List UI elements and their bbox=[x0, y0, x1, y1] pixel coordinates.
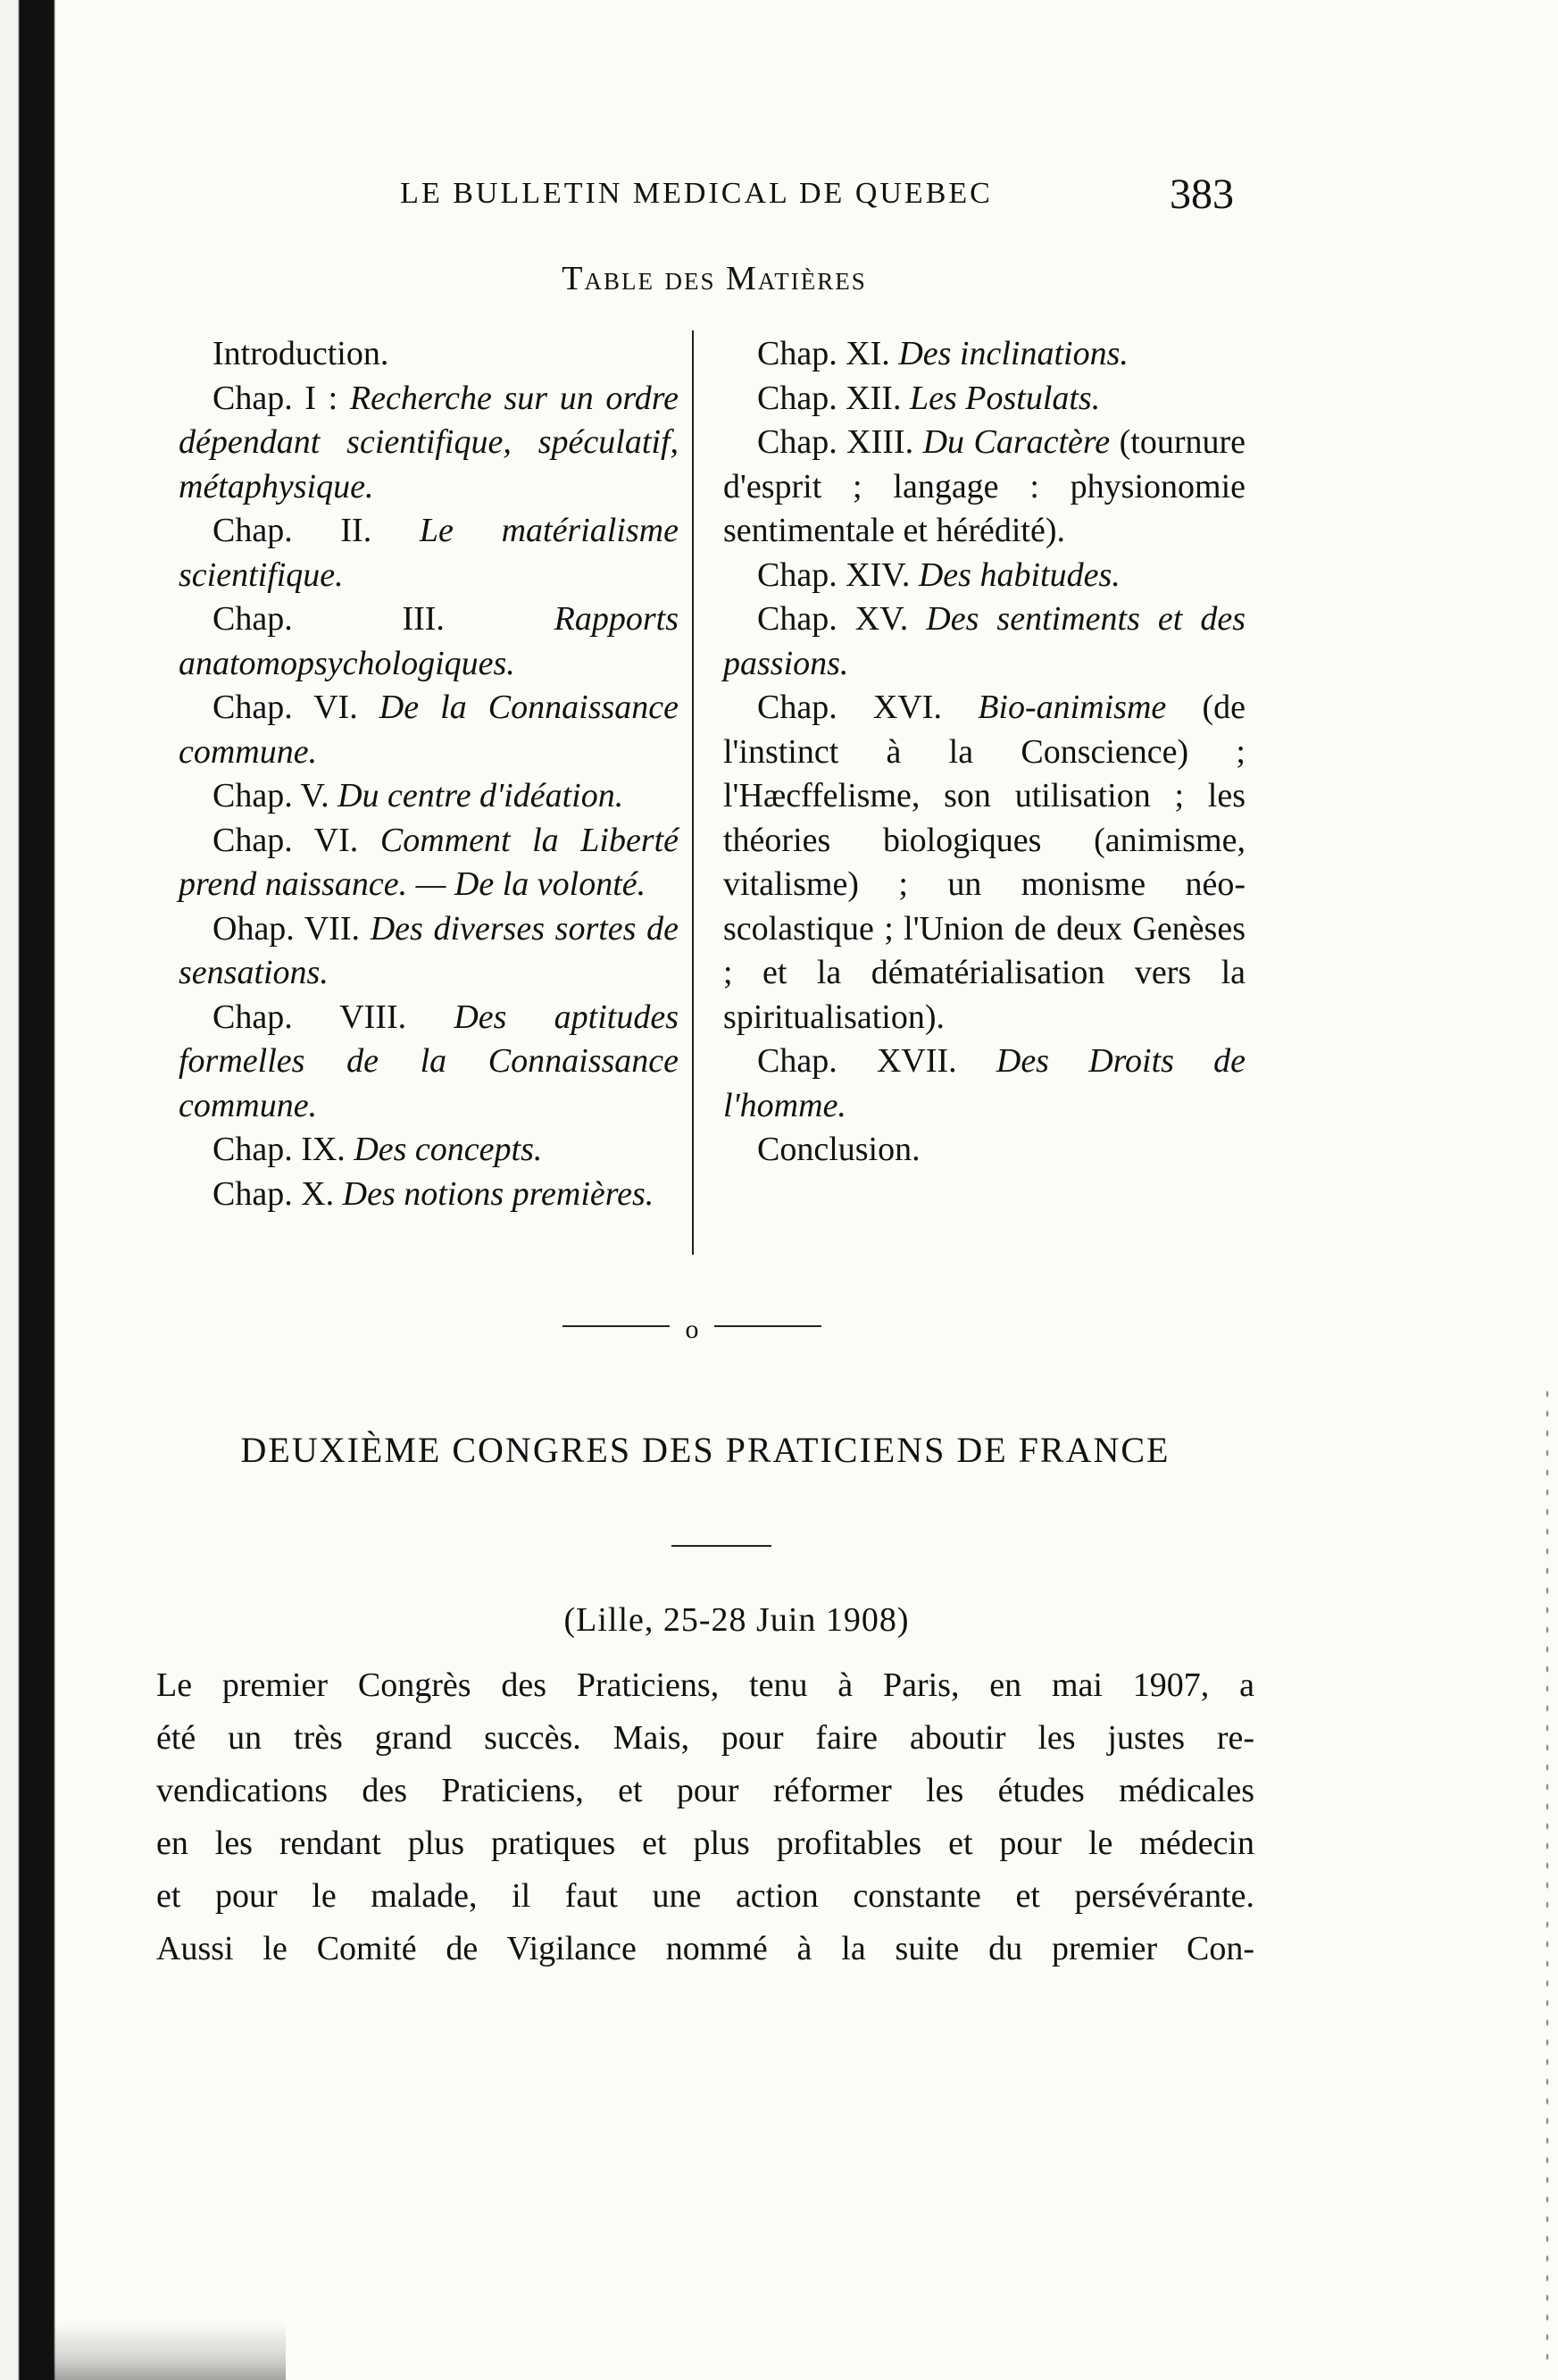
toc-entry-label: Introduction. bbox=[212, 335, 389, 372]
toc-entry-label: Chap. XV. bbox=[757, 600, 909, 638]
toc-entry-label: Chap. VI. bbox=[212, 689, 358, 726]
body-line: Le premier Congrès des Praticiens, tenu à Paris, en mai 1907, a bbox=[156, 1666, 1254, 1704]
body-line: Aussi le Comité de Vigilance nommé à la suite du premier Con- bbox=[156, 1930, 1254, 1967]
toc-entry-title: Du centre d'idéation. bbox=[337, 777, 624, 814]
toc-entry bbox=[179, 1173, 679, 1217]
toc-entry-title: Des concepts. bbox=[354, 1131, 543, 1168]
toc-entry-title: Les Postulats. bbox=[909, 379, 1101, 417]
toc-entry-label: Chap. I : bbox=[212, 379, 338, 417]
toc-entry-title: Des Droits de l'homme. bbox=[723, 1042, 1246, 1124]
scan-left-edge bbox=[0, 0, 55, 2380]
toc-entry bbox=[723, 421, 1246, 554]
body-line: en les rendant plus pratiques et plus profitables et pour le médecin bbox=[156, 1825, 1254, 1862]
toc-entry-label: Chap. II. bbox=[212, 512, 372, 549]
toc-entry-label: Chap. XVII. bbox=[757, 1042, 957, 1080]
toc-entry-label: Chap. VI. bbox=[212, 821, 359, 859]
toc-right-column bbox=[723, 332, 1246, 1173]
toc-entry bbox=[723, 1040, 1246, 1128]
toc-entry-label: Chap. III. bbox=[212, 600, 445, 638]
toc-entry-title: Des habitudes. bbox=[918, 555, 1121, 594]
toc-entry bbox=[723, 332, 1246, 377]
toc-entry bbox=[179, 686, 679, 774]
body-line: et pour le malade, il faut une action constante et persévérante. bbox=[156, 1877, 1254, 1915]
toc-entry bbox=[179, 1128, 679, 1173]
toc-entry bbox=[723, 1128, 1246, 1173]
body-line: été un très grand succès. Mais, pour faire aboutir les justes re- bbox=[156, 1719, 1254, 1757]
scan-right-edge-marks bbox=[1544, 1384, 1551, 2367]
toc-entry bbox=[723, 597, 1246, 686]
toc-entry-label: Chap. XI. bbox=[757, 335, 890, 372]
column-divider bbox=[692, 330, 694, 1255]
toc-entry-title: Recherche sur un ordre dépendant scientifique, spéculatif, métaphysique. bbox=[179, 379, 679, 505]
toc-entry bbox=[179, 509, 679, 597]
scan-bottom-shadow bbox=[54, 2322, 286, 2380]
toc-entry bbox=[723, 377, 1246, 422]
toc-entry bbox=[179, 332, 679, 377]
toc-entry-label: Chap. XIV. bbox=[757, 555, 911, 594]
toc-entry bbox=[179, 996, 679, 1129]
toc-entry-label: Conclusion. bbox=[757, 1131, 921, 1168]
toc-entry-note: (tournure d'esprit ; langage : physionomie sentimentale et hérédité). bbox=[723, 423, 1246, 549]
toc-entry-note: (de l'instinct à la Conscience) ; l'Hæcffelisme, son utilisation ; les théories biologiques (animisme, vitalisme) ; un monisme néo-scolastique ; l'Union de deux Genèses ; et la dématérialisation vers la spiritualisation). bbox=[723, 689, 1246, 1036]
toc-entry-title: Des inclinations. bbox=[898, 335, 1129, 372]
toc-entry bbox=[723, 686, 1246, 1040]
toc-entry-label: Chap. X. bbox=[212, 1174, 335, 1213]
toc-left-column bbox=[179, 332, 679, 1216]
toc-entry-label: Chap. IX. bbox=[212, 1131, 346, 1168]
toc-entry-title: Des diverses sortes de sensations. bbox=[179, 909, 679, 991]
toc-entry bbox=[179, 377, 679, 510]
toc-entry-label: Chap. V. bbox=[212, 777, 329, 814]
toc-entry bbox=[179, 597, 679, 686]
toc-entry-title: Bio-animisme bbox=[978, 689, 1167, 726]
running-head: LE BULLETIN MEDICAL DE QUEBEC bbox=[400, 177, 993, 210]
toc-entry-title: Des aptitudes formelles de la Connaissance commune. bbox=[179, 998, 679, 1124]
toc-entry bbox=[179, 907, 679, 996]
section-divider: o bbox=[562, 1315, 821, 1332]
toc-entry-label: Chap. XVI. bbox=[757, 689, 942, 726]
page-number: 383 bbox=[1170, 171, 1234, 218]
toc-entry-label: Chap. XII. bbox=[757, 379, 902, 417]
meeting-place-date: (Lille, 25-28 Juin 1908) bbox=[563, 1601, 910, 1639]
title-rule bbox=[671, 1545, 771, 1547]
toc-entry-label: Chap. XIII. bbox=[757, 423, 914, 461]
toc-entry-title: Des notions premières. bbox=[342, 1174, 654, 1213]
body-line: vendications des Praticiens, et pour réformer les études médicales bbox=[156, 1772, 1254, 1809]
toc-entry-title: Comment la Liberté prend naissance. — De la volonté. bbox=[179, 821, 679, 903]
toc-entry bbox=[179, 819, 679, 907]
toc-entry-label: Ohap. VII. bbox=[212, 909, 361, 948]
toc-entry-title: De la Connaissance commune. bbox=[179, 689, 679, 771]
toc-entry-title: Le matérialisme scientifique. bbox=[179, 512, 679, 594]
body-paragraph bbox=[156, 1659, 1254, 1975]
toc-entry-title: Des sentiments et des passions. bbox=[723, 600, 1246, 682]
toc-entry-title: Du Caractère bbox=[922, 423, 1111, 461]
section-title: DEUXIÈME CONGRES DES PRATICIENS DE FRANCE bbox=[240, 1430, 1171, 1470]
toc-entry-title: Rapports anatomopsychologiques. bbox=[179, 600, 679, 682]
toc-title: Table des Matières bbox=[562, 260, 867, 297]
toc-entry bbox=[179, 774, 679, 819]
toc-entry bbox=[723, 554, 1246, 598]
toc-entry-label: Chap. VIII. bbox=[212, 998, 407, 1036]
